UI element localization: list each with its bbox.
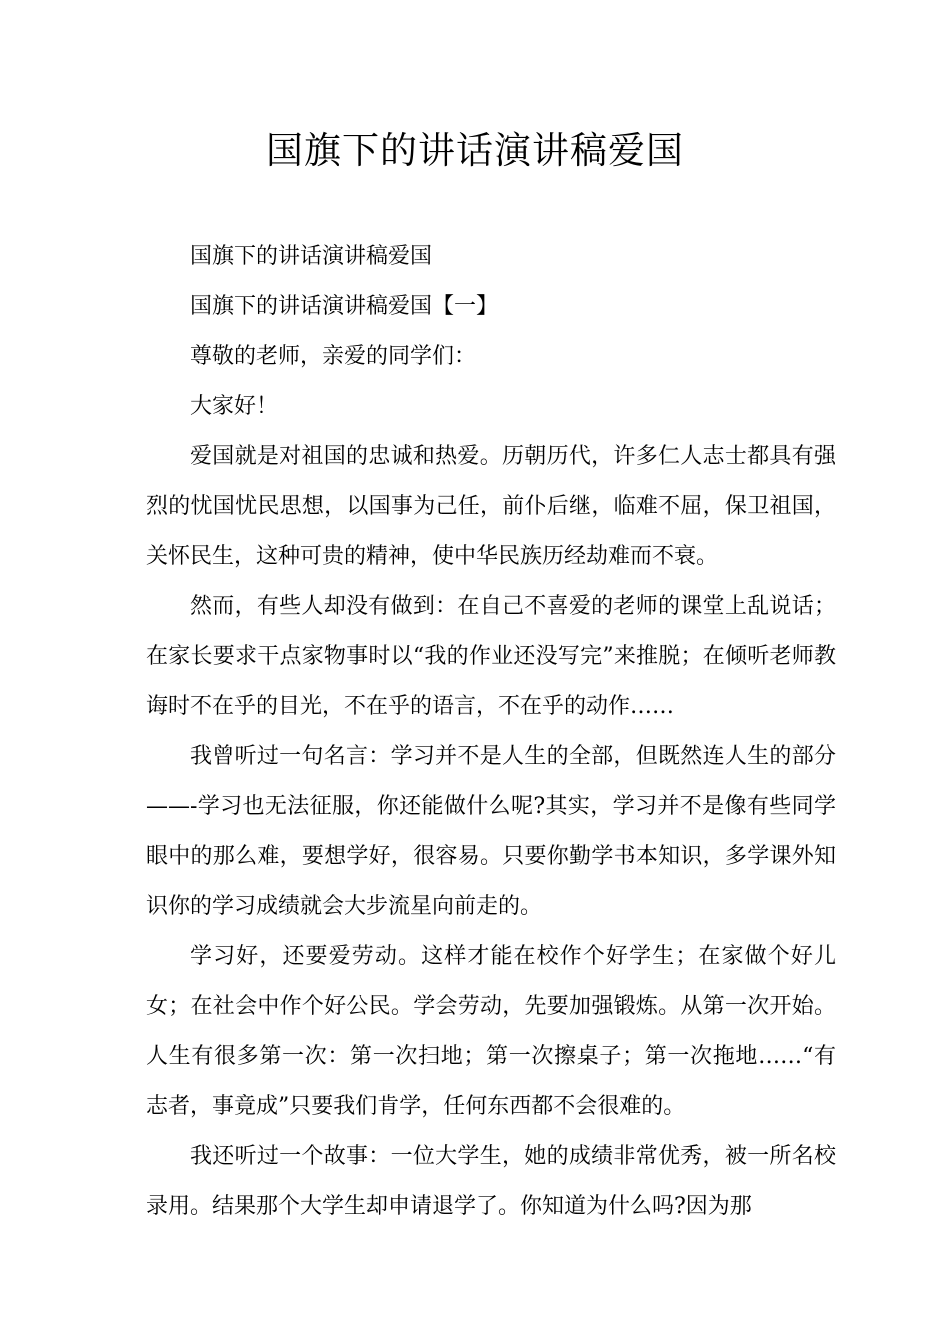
paragraph: 尊敬的老师，亲爱的同学们： <box>190 344 477 369</box>
document-title: 国旗下的讲话演讲稿爱国 <box>266 129 684 172</box>
paragraph: 我还听过一个故事：一位大学生，她的成绩非常优秀，被一所名校录用。结果那个大学生却申请退学了。你知道为什么吗?因为那 <box>146 1144 836 1219</box>
document-body <box>146 232 836 1232</box>
paragraph: 爱国就是对祖国的忠诚和热爱。历朝历代，许多仁人志士都具有强烈的忧国忧民思想，以国事为己任，前仆后继，临难不屈，保卫祖国，关怀民生，这种可贵的精神，使中华民族历经劫难而不衰。 <box>146 444 836 569</box>
paragraph: 大家好！ <box>190 394 279 419</box>
paragraph: 国旗下的讲话演讲稿爱国 <box>190 244 433 269</box>
paragraph: 然而，有些人却没有做到：在自己不喜爱的老师的课堂上乱说话；在家长要求干点家物事时以“我的作业还没写完”来推脱；在倾听老师教诲时不在乎的目光，不在乎的语言，不在乎的动作…… <box>146 594 836 719</box>
paragraph: 我曾听过一句名言：学习并不是人生的全部，但既然连人生的部分——-学习也无法征服，你还能做什么呢?其实，学习并不是像有些同学眼中的那么难，要想学好，很容易。只要你勤学书本知识，多学课外知识你的学习成绩就会大步流星向前走的。 <box>146 744 836 919</box>
paragraph: 学习好，还要爱劳动。这样才能在校作个好学生；在家做个好儿女；在社会中作个好公民。学会劳动，先要加强锻炼。从第一次开始。人生有很多第一次：第一次扫地；第一次擦桌子；第一次拖地……“有志者，事竟成”只要我们肯学，任何东西都不会很难的。 <box>146 944 836 1119</box>
paragraph: 国旗下的讲话演讲稿爱国【一】 <box>190 294 499 319</box>
